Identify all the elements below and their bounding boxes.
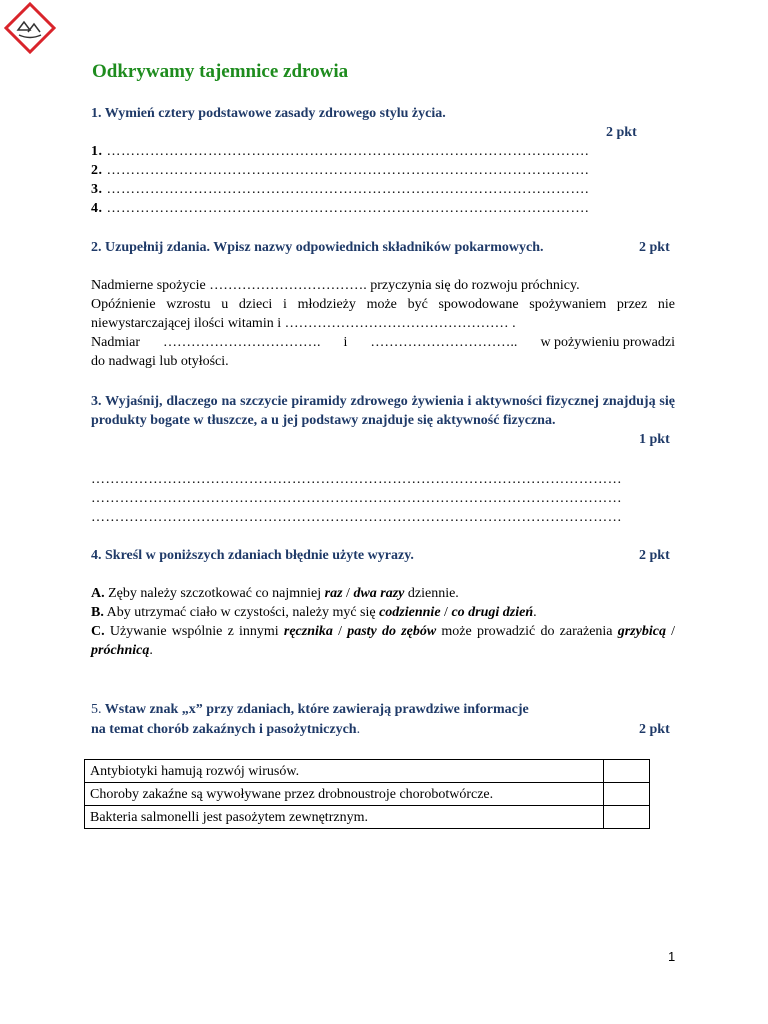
answer-line-2[interactable]: 2. ………………………………………………………………………………………. bbox=[91, 163, 589, 178]
question-4-points: 2 pkt bbox=[639, 548, 670, 563]
question-2-sentence-3: Nadmiar ……………………………. i ………………………….. w pożywieniu prowadzi bbox=[91, 335, 675, 350]
answer-line-3[interactable]: 3. ………………………………………………………………………………………. bbox=[91, 182, 589, 197]
blank-1[interactable]: ……………………………. bbox=[209, 278, 367, 293]
option-c-1[interactable]: ręcznika bbox=[283, 624, 333, 639]
option-b-2[interactable]: co drugi dzień bbox=[451, 605, 534, 620]
question-1: 1. Wymień cztery podstawowe zasady zdrowego stylu życia. bbox=[91, 106, 446, 121]
answer-line-1[interactable]: 1. ………………………………………………………………………………………. bbox=[91, 144, 589, 159]
page-title: Odkrywamy tajemnice zdrowia bbox=[92, 61, 349, 82]
blank-3[interactable]: ……………………………. bbox=[163, 335, 321, 350]
question-2: 2. Uzupełnij zdania. Wpisz nazwy odpowiednich składników pokarmowych. bbox=[91, 240, 544, 255]
page-number: 1 bbox=[668, 949, 676, 964]
answer-checkbox[interactable] bbox=[604, 783, 650, 806]
question-4-item-a: A. Zęby należy szczotkować co najmniej raz / dwa razy dziennie. bbox=[91, 586, 459, 601]
option-b-1[interactable]: codziennie bbox=[379, 605, 441, 620]
option-c-4[interactable]: próchnicą bbox=[91, 643, 150, 658]
question-2-sentence-2: Opóźnienie wzrostu u dzieci i młodzieży może być spowodowane spożywaniem przez nie niewystarczającej ilości witamin i ………………………………………… . bbox=[91, 297, 675, 331]
option-a-1[interactable]: raz bbox=[324, 586, 343, 601]
question-2-points: 2 pkt bbox=[639, 240, 670, 255]
question-5-points: 2 pkt bbox=[639, 722, 670, 737]
table-row bbox=[85, 806, 650, 829]
answer-checkbox[interactable] bbox=[604, 760, 650, 783]
table-row bbox=[85, 760, 650, 783]
statement-cell: Antybiotyki hamują rozwój wirusów. bbox=[85, 760, 604, 783]
answer-line-q3-3[interactable]: ………………………………………………………………………………………………… bbox=[91, 510, 622, 525]
question-4-item-b: B. Aby utrzymać ciało w czystości, należy myć się codziennie / co drugi dzień. bbox=[91, 605, 537, 620]
answer-checkbox[interactable] bbox=[604, 806, 650, 829]
question-3: 3. Wyjaśnij, dlaczego na szczycie piramidy zdrowego żywienia i aktywności fizycznej znajdują się produkty bogate w tłuszcze, a u jej podstawy znajduje się aktywność fizyczna. bbox=[91, 394, 675, 428]
question-5-line-1: 5. Wstaw znak „x” przy zdaniach, które zawierają prawdziwe informacje bbox=[91, 702, 529, 717]
question-4: 4. Skreśl w poniższych zdaniach błędnie użyte wyrazy. bbox=[91, 548, 414, 563]
question-5-line-2: na temat chorób zakaźnych i pasożytniczych. bbox=[91, 722, 361, 737]
hazard-diamond-icon bbox=[4, 2, 56, 54]
question-2-sentence-1: Nadmierne spożycie ……………………………. przyczynia się do rozwoju próchnicy. bbox=[91, 278, 580, 293]
option-c-2[interactable]: pasty do zębów bbox=[347, 624, 437, 639]
statement-cell: Choroby zakaźne są wywoływane przez drobnoustroje chorobotwórcze. bbox=[85, 783, 604, 806]
logo bbox=[4, 2, 56, 54]
true-false-table bbox=[84, 759, 650, 829]
option-c-3[interactable]: grzybicą bbox=[617, 624, 666, 639]
question-1-points: 2 pkt bbox=[606, 125, 637, 140]
question-3-points: 1 pkt bbox=[639, 432, 670, 447]
table-row bbox=[85, 783, 650, 806]
question-4-item-c: C. Używanie wspólnie z innymi ręcznika / pasty do zębów może prowadzić do zarażenia grzybicą / próchnicą. bbox=[91, 624, 676, 658]
answer-line-q3-1[interactable]: ………………………………………………………………………………………………… bbox=[91, 472, 622, 487]
blank-4[interactable]: ………………………….. bbox=[370, 335, 518, 350]
blank-2[interactable]: ………………………………………… . bbox=[284, 316, 516, 331]
question-2-sentence-3-end: do nadwagi lub otyłości. bbox=[91, 354, 229, 369]
statement-cell: Bakteria salmonelli jest pasożytem zewnętrznym. bbox=[85, 806, 604, 829]
answer-line-4[interactable]: 4. ………………………………………………………………………………………. bbox=[91, 201, 589, 216]
option-a-2[interactable]: dwa razy bbox=[353, 586, 405, 601]
answer-line-q3-2[interactable]: ………………………………………………………………………………………………… bbox=[91, 491, 622, 506]
